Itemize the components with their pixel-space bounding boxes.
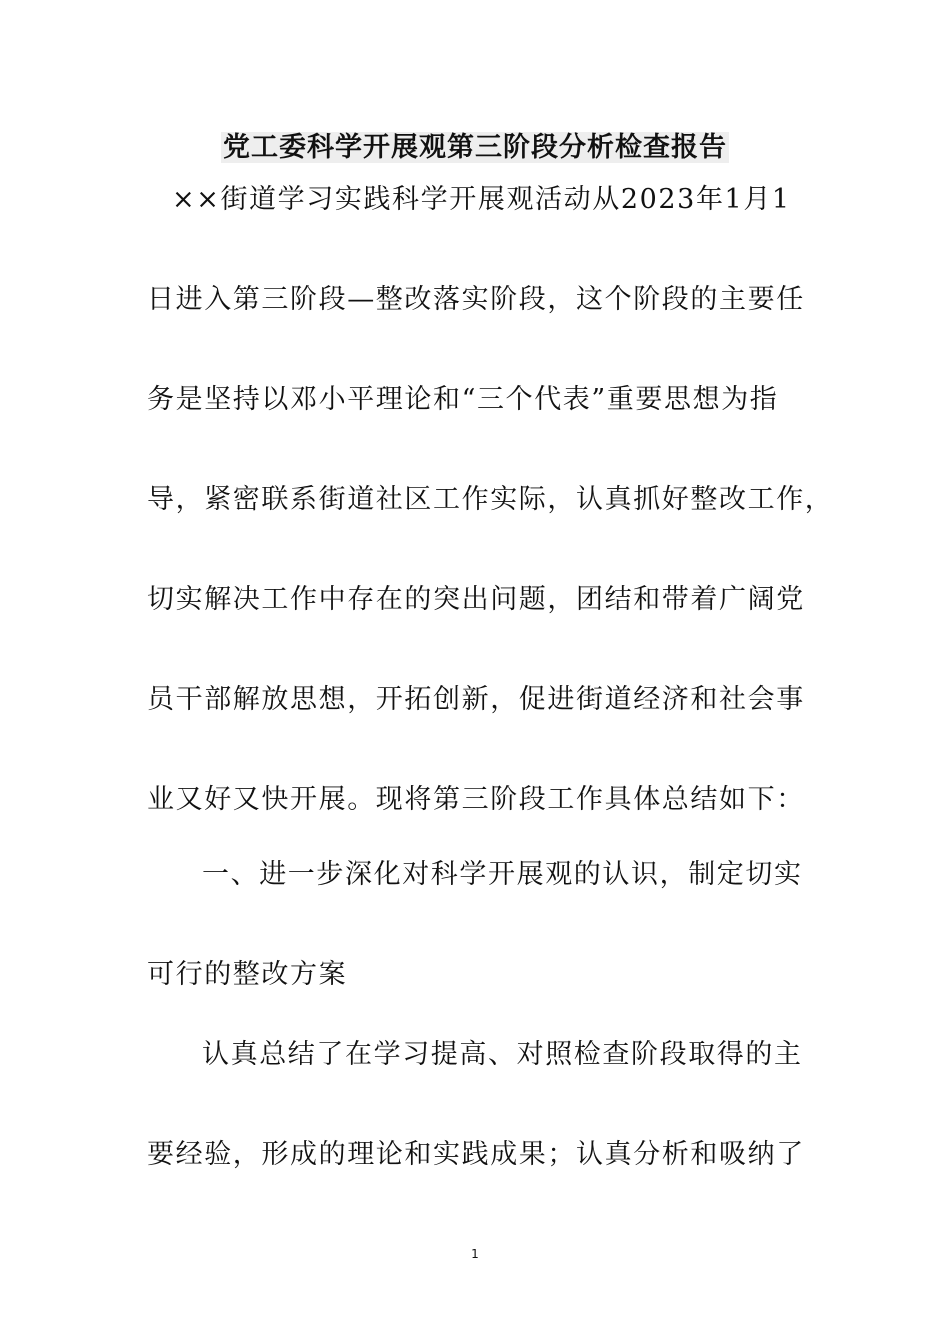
paragraph-line: 要经验，形成的理论和实践成果；认真分析和吸纳了 — [147, 1139, 805, 1170]
paragraph-line: 务是坚持以邓小平理论和“三个代表”重要思想为指 — [147, 384, 779, 415]
paragraph-line: 认真总结了在学习提高、对照检查阶段取得的主 — [202, 1039, 803, 1070]
page-number: 1 — [471, 1247, 479, 1261]
title-text: 党工委科学开展观第三阶段分析检查报告 — [223, 132, 727, 163]
paragraph-line: 导，紧密联系街道社区工作实际，认真抓好整改工作， — [147, 484, 834, 515]
paragraph-line: 日进入第三阶段—整改落实阶段，这个阶段的主要任 — [147, 284, 805, 315]
paragraph-line: 切实解决工作中存在的突出问题，团结和带着广阔党 — [147, 584, 805, 615]
paragraph-line: 员干部解放思想，开拓创新，促进街道经济和社会事 — [147, 684, 805, 715]
paragraph-line: ××街道学习实践科学开展观活动从2023年1月1 — [172, 184, 791, 215]
section-heading-line: 一、进一步深化对科学开展观的认识，制定切实 — [202, 859, 803, 890]
paragraph-line: 业又好又快开展。现将第三阶段工作具体总结如下： — [147, 784, 805, 815]
document-title — [0, 130, 950, 166]
section-heading-line: 可行的整改方案 — [147, 959, 348, 990]
